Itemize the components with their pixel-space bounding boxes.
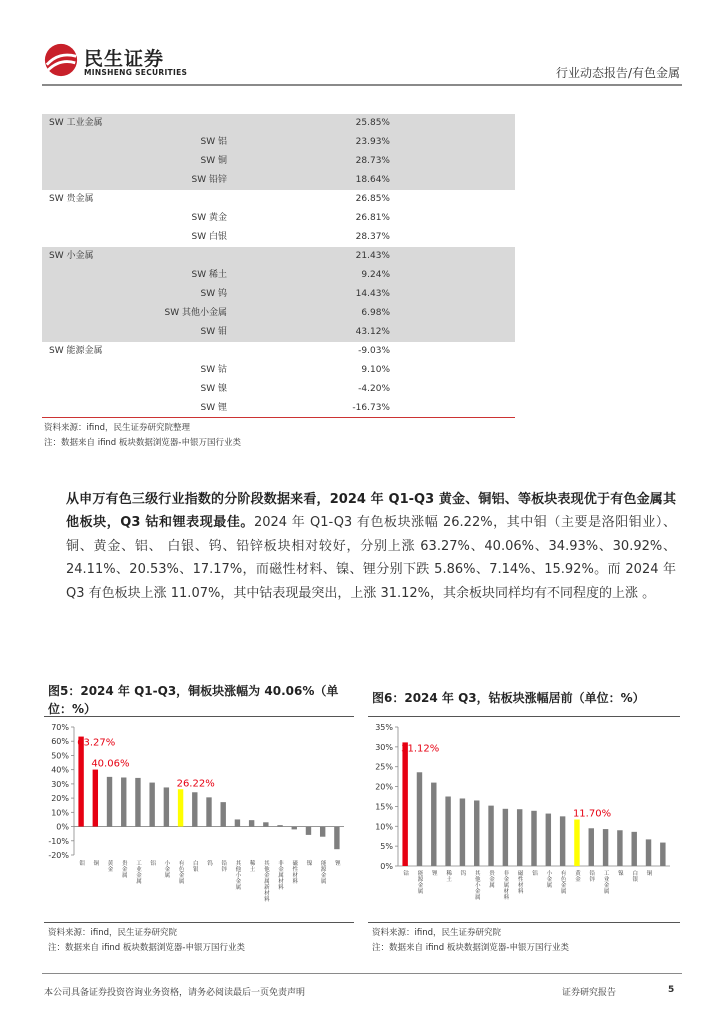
bar [431,783,436,866]
bar [603,829,608,866]
bar [277,825,282,826]
bar [320,827,325,837]
bar [517,809,522,866]
y-tick-label: 5% [380,842,393,852]
table-source: 资料来源：ifind，民生证券研究院整理 [44,423,190,433]
table-value-cell: 18.64% [355,175,390,185]
category-label: 工业金属 [602,870,609,894]
bar [474,800,479,866]
category-label: 贵金属 [120,860,127,878]
category-label: 镍 [616,870,623,876]
bar [263,822,268,826]
table-row [42,323,515,342]
category-label: 铝 [149,860,156,866]
bar [334,827,339,850]
table-row [42,228,515,247]
table-value-cell: 9.24% [361,270,390,280]
table-row [42,171,515,190]
bar [460,798,465,866]
table-row [42,266,515,285]
category-label: 黄金 [573,870,580,882]
table-note: 注：数据来自 ifind 板块数据浏览器-申银万国行业类 [44,438,241,448]
y-tick-label: 40% [51,765,69,775]
category-label: 小金属 [545,870,552,888]
category-label: 钨 [206,860,212,866]
category-label: 能源金属 [319,860,326,884]
y-tick-label: -20% [48,851,69,860]
table-sub-cell: SW 钴 [200,365,227,375]
table-bottom-rule [42,417,515,418]
table-sub-cell: SW 稀土 [191,270,227,280]
table-value-cell: -16.73% [352,403,390,413]
table-group-cell: SW 小金属 [49,251,94,261]
table-group-cell: SW 贵金属 [49,194,94,204]
bar [531,811,536,866]
bar [631,832,636,866]
category-label: 有色金属 [177,860,184,884]
y-tick-label: 0% [56,822,69,832]
bar [546,814,551,866]
figure6-chart [368,718,680,920]
data-label: 11.70% [572,808,612,820]
category-label: 磁性材料 [516,870,523,894]
y-tick-label: 50% [51,751,69,761]
category-label: 稀土 [445,870,452,882]
data-label: 31.12% [401,743,440,755]
bar [646,839,651,866]
page-number: 5 [668,985,675,995]
bar [249,820,254,826]
bar [660,843,665,866]
table-sub-cell: SW 铝 [200,137,227,147]
table-row [42,399,515,418]
table-value-cell: 25.85% [355,118,390,128]
table-value-cell: 14.43% [355,289,390,299]
footer-label: 证券研究报告 [562,988,617,998]
figure6-title: 图6：2024 年 Q3，钴板块涨幅居前（单位：%） [372,691,645,705]
category-label: 贵金属 [488,870,495,888]
table-sub-cell: SW 钨 [200,289,227,299]
table-sub-cell: SW 钼 [200,327,227,337]
table-row [42,152,515,171]
category-label: 白银 [191,860,198,872]
category-label: 铝 [531,870,537,876]
table-sub-cell: SW 铜 [200,156,227,166]
category-label: 锂 [430,870,437,876]
bar [402,742,407,866]
table-row [42,380,515,399]
category-label: 锂 [333,860,340,866]
bar [503,809,508,866]
figure6-note: 注：数据来自 ifind 板块数据浏览器-申银万国行业类 [372,943,569,953]
index-return-table [42,114,515,418]
bar [560,816,565,866]
category-label: 非金属材料 [277,860,284,890]
bar [178,789,183,826]
table-row [42,304,515,323]
table-sub-cell: SW 白银 [191,232,227,242]
category-label: 铅锌 [220,860,227,872]
category-label: 有色金属 [559,870,566,894]
header-divider [42,84,682,86]
bar [93,770,98,827]
figure6-top-rule [368,716,680,717]
bar [417,772,422,866]
figure5-bottom-rule [44,922,354,923]
paragraph-lead: 从申万有色三级行业指数的分阶段数据来看，2024 年 Q1-Q3 黄金、铜铝、等板块表现优于有色金属其他板块，Q3 钴和锂表现最佳。 [66,492,676,531]
category-label: 铜 [92,860,99,866]
y-tick-label: 25% [375,762,393,772]
bar [221,802,226,826]
bar [135,778,140,827]
figure5-top-rule [44,716,354,717]
y-tick-label: 10% [51,808,69,818]
category-label: 钼 [78,860,85,866]
table-group-cell: SW 能源金属 [49,346,103,356]
figure5-source: 资料来源：ifind，民生证券研究院 [48,928,177,938]
table-sub-cell: SW 黄金 [191,213,227,223]
table-value-cell: -9.03% [358,346,390,356]
footer-divider [42,973,682,974]
table-value-cell: 43.12% [355,327,390,337]
y-tick-label: 70% [51,723,69,732]
table-sub-cell: SW 铅锌 [191,175,227,185]
bar [574,820,579,866]
table-row [42,247,515,266]
category-label: 镍 [305,860,312,866]
table-value-cell: 28.73% [355,156,390,166]
category-label: 钴 [402,870,409,876]
category-label: 其他小金属 [473,870,480,900]
table-value-cell: 9.10% [361,365,390,375]
category-label: 其他金属新材料 [262,860,269,902]
table-row [42,209,515,228]
category-label: 磁性材料 [291,860,298,884]
y-tick-label: 10% [375,822,393,832]
table-value-cell: 26.81% [355,213,390,223]
category-label: 非金属材料 [502,870,509,900]
category-label: 稀土 [248,860,255,872]
body-paragraph [66,488,676,605]
data-label: 40.06% [91,758,130,770]
category-label: 工业金属 [134,860,141,884]
bar [589,828,594,866]
bar [306,827,311,835]
category-label: 能源金属 [416,870,423,894]
y-tick-label: -10% [48,836,69,846]
bar [235,819,240,826]
table-row [42,361,515,380]
table-value-cell: 23.93% [355,137,390,147]
table-group-cell: SW 工业金属 [49,118,103,128]
table-value-cell: 6.98% [361,308,390,318]
y-tick-label: 20% [375,782,393,792]
y-tick-label: 35% [375,723,393,732]
category-label: 其他小金属 [234,860,241,890]
table-sub-cell: SW 镍 [200,384,227,394]
category-label: 钨 [459,870,466,876]
bar [164,787,169,826]
minsheng-logo-icon [42,42,80,78]
footer-disclaimer: 本公司具备证券投资咨询业务资格，请务必阅读最后一页免责声明 [44,988,306,998]
bar [192,792,197,826]
figure6-source: 资料来源：ifind，民生证券研究院 [372,928,501,938]
table-sub-cell: SW 锂 [200,403,227,413]
category-label: 黄金 [106,860,113,872]
table-row [42,133,515,152]
logo-english-name: MINSHENG SECURITIES [84,68,188,77]
bar [149,783,154,827]
category-label: 铅锌 [588,870,595,882]
figure5-title: 图5：2024 年 Q1-Q3，铜板块涨幅为 40.06%（单位：%） [48,684,339,716]
table-value-cell: 21.43% [355,251,390,261]
table-row [42,285,515,304]
table-row [42,342,515,361]
figure6-bottom-rule [368,922,680,923]
paragraph-text: 2024 年 Q1-Q3 有色板块涨幅 26.22%，其中钼（主要是洛阳钼业）、铜、黄金、铝、 白银、钨、铅锌板块相对较好，分别上涨 63.27%、40.06%、34.93%、30.92%、24.11%、20.53%、17.17%，而磁性材料、镍、锂分别下跌 5.86%、7.14%、15.92%。而 2024 年 Q3 有色板块上涨 11.07%，其中钴表现最突出，上涨 31.12%，其余板块同样均有不同程度的上涨 。 [66,515,676,601]
y-tick-label: 15% [375,802,393,812]
bar [445,797,450,867]
report-type: 行业动态报告/有色金属 [555,66,680,80]
table-row [42,114,515,133]
category-label: 白银 [631,870,638,882]
bar [292,827,297,830]
y-tick-label: 0% [380,862,393,871]
table-row [42,190,515,209]
y-tick-label: 20% [51,794,69,804]
bar [206,797,211,826]
category-label: 小金属 [163,860,170,878]
data-label: 26.22% [176,778,215,790]
table-sub-cell: SW 其他小金属 [164,308,227,318]
bar [107,777,112,827]
y-tick-label: 30% [51,779,69,789]
y-tick-label: 30% [375,742,393,752]
bar [488,806,493,866]
logo-chinese-name: 民生证券 [84,48,165,70]
figure5-chart [44,718,354,920]
data-label: 63.27% [77,737,116,749]
figure5-note: 注：数据来自 ifind 板块数据浏览器-申银万国行业类 [48,943,245,953]
bar [617,830,622,866]
bar [121,777,126,826]
category-label: 铜 [645,870,652,876]
bar [78,737,83,827]
y-tick-label: 60% [51,737,69,747]
table-value-cell: -4.20% [358,384,390,394]
table-value-cell: 26.85% [355,194,390,204]
table-value-cell: 28.37% [355,232,390,242]
